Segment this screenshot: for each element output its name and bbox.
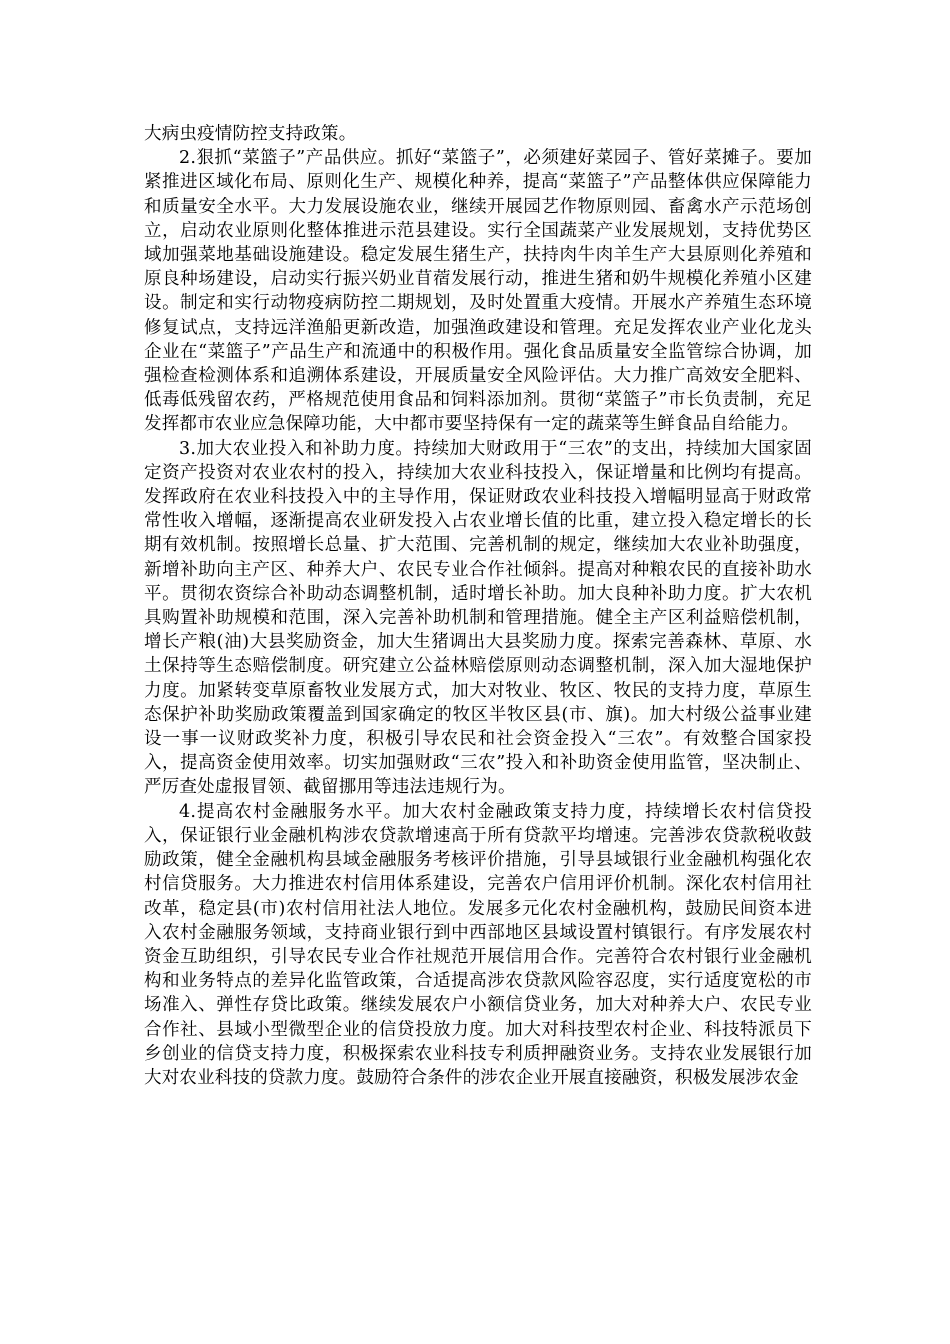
paragraph-agricultural-investment: 3.加大农业投入和补助力度。持续加大财政用于“三农”的支出，持续加大国家固定资产投资对农业农村的投入，持续加大农业科技投入，保证增量和比例均有提高。发挥政府在农业科技投入中的主导作用，保证财政农业科技投入增幅明显高于财政常常性收入增幅，逐渐提高农业研发投入占农业增长值的比重，建立投入稳定增长的长期有效机制。按照增长总量、扩大范围、完善机制的规定，继续加大农业补助强度，新增补助向主产区、种养大户、农民专业合作社倾斜。提高对种粮农民的直接补助水平。贯彻农资综合补助动态调整机制，适时增长补助。加大良种补助力度。扩大农机具购置补助规模和范围，深入完善补助机制和管理措施。健全主产区利益赔偿机制，增长产粮(油)大县奖励资金，加大生猪调出大县奖励力度。探索完善森林、草原、水土保持等生态赔偿制度。研究建立公益林赔偿原则动态调整机制，深入加大湿地保护力度。加紧转变草原畜牧业发展方式，加大对牧业、牧区、牧民的支持力度，草原生态保护补助奖励政策覆盖到国家确定的牧区半牧区县(市、旗)。加大村级公益事业建设一事一议财政奖补力度，积极引导农民和社会资金投入“三农”。有效整合国家投入，提高资金使用效率。切实加强财政“三农”投入和补助资金使用监管，坚决制止、严厉查处虚报冒领、截留挪用等违法违规行为。: [144, 438, 812, 798]
paragraph-rural-finance: 4.提高农村金融服务水平。加大农村金融政策支持力度，持续增长农村信贷投入，保证银行业金融机构涉农贷款增速高于所有贷款平均增速。完善涉农贷款税收鼓励政策，健全金融机构县域金融服务考核评价措施，引导县域银行业金融机构强化农村信贷服务。大力推进农村信用体系建设，完善农户信用评价机制。深化农村信用社改革，稳定县(市)农村信用社法人地位。发展多元化农村金融机构，鼓励民间资本进入农村金融服务领域，支持商业银行到中西部地区县域设置村镇银行。有序发展农村资金互助组织，引导农民专业合作社规范开展信用合作。完善符合农村银行业金融机构和业务特点的差异化监管政策，合适提高涉农贷款风险容忍度，实行适度宽松的市场准入、弹性存贷比政策。继续发展农户小额信贷业务，加大对种养大户、农民专业合作社、县域小型微型企业的信贷投放力度。加大对科技型农村企业、科技特派员下乡创业的信贷支持力度，积极探索农业科技专利质押融资业务。支持农业发展银行加大对农业科技的贷款力度。鼓励符合条件的涉农企业开展直接融资，积极发展涉农金: [144, 801, 812, 1088]
document-body: [144, 122, 812, 1090]
paragraph-continuation: 大病虫疫情防控支持政策。: [144, 124, 357, 144]
paragraph-vegetable-basket: 2.狠抓“菜篮子”产品供应。抓好“菜篮子”，必须建好菜园子、管好菜摊子。要加紧推进区域化布局、原则化生产、规模化种养，提高“菜篮子”产品整体供应保障能力和质量安全水平。大力发展设施农业，继续开展园艺作物原则园、畜禽水产示范场创立，启动农业原则化整体推进示范县建设。实行全国蔬菜产业发展规划，支持优势区域加强菜地基础设施建设。稳定发展生猪生产，扶持肉牛肉羊生产大县原则化养殖和原良种场建设，启动实行振兴奶业苜蓿发展行动，推进生猪和奶牛规模化养殖小区建设。制定和实行动物疫病防控二期规划，及时处置重大疫情。开展水产养殖生态环境修复试点，支持远洋渔船更新改造，加强渔政建设和管理。充足发挥农业产业化龙头企业在“菜篮子”产品生产和流通中的积极作用。强化食品质量安全监管综合协调，加强检查检测体系和追溯体系建设，开展质量安全风险评估。大力推广高效安全肥料、低毒低残留农药，严格规范使用食品和饲料添加剂。贯彻“菜篮子”市长负责制，充足发挥都市农业应急保障功能，大中都市要坚持保有一定的蔬菜等生鲜食品自给能力。: [144, 148, 812, 435]
